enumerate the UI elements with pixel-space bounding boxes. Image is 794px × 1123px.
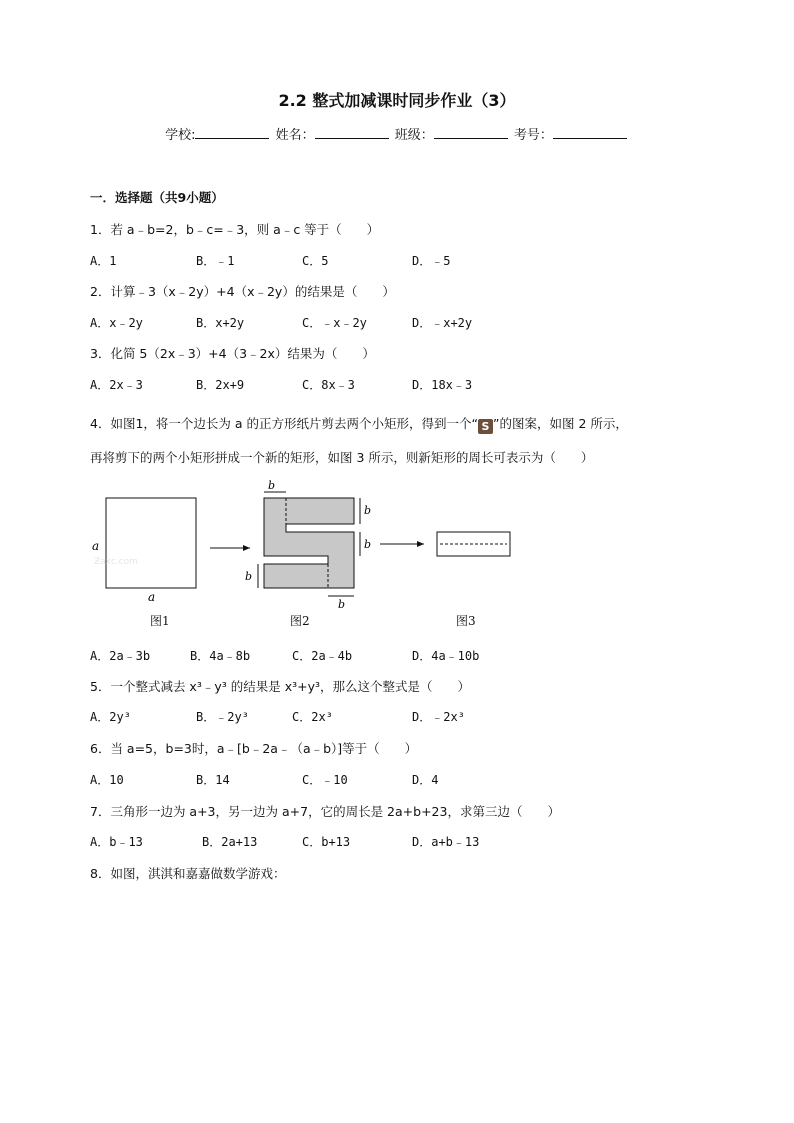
- q5-option-d[interactable]: D．﹣2x³: [412, 710, 465, 724]
- question-2-stem: 2．计算﹣3（x﹣2y）+4（x﹣2y）的结果是（ ）: [90, 284, 395, 299]
- q4-option-d[interactable]: D．4a﹣10b: [412, 649, 480, 663]
- exam-no-label: 考号：: [513, 128, 553, 143]
- school-blank[interactable]: [195, 126, 269, 139]
- q6-option-a[interactable]: A．10: [90, 773, 124, 787]
- q4-option-b[interactable]: B．4a﹣8b: [190, 649, 251, 663]
- q7-option-c[interactable]: C．b+13: [302, 835, 351, 849]
- q6-option-c[interactable]: C．﹣10: [302, 773, 348, 787]
- question-4-stem-part1: 4．如图1，将一个边长为 a 的正方形纸片剪去两个小矩形，得到一个“: [90, 416, 478, 431]
- question-1-stem: 1．若 a﹣b=2，b﹣c=﹣3，则 a﹣c 等于（ ）: [90, 222, 380, 237]
- section-heading: 一．选择题（共9小题）: [90, 190, 224, 205]
- fig1-square: [106, 498, 196, 588]
- question-8-stem: 8．如图，淇淇和嘉嘉做数学游戏：: [90, 866, 286, 881]
- question-5-stem: 5．一个整式减去 x³﹣y³ 的结果是 x³+y³，那么这个整式是（ ）: [90, 679, 470, 694]
- fig3-caption: 图3: [456, 614, 476, 628]
- q6-option-d[interactable]: D．4: [412, 773, 439, 787]
- fig2-b-top: b: [268, 480, 276, 492]
- q7-option-a[interactable]: A．b﹣13: [90, 835, 143, 849]
- q6-option-b[interactable]: B．14: [196, 773, 230, 787]
- watermark: Ƶaxc.com: [94, 557, 138, 567]
- q2-option-c[interactable]: C．﹣x﹣2y: [302, 316, 367, 330]
- question-3-stem: 3．化简 5（2x﹣3）+4（3﹣2x）结果为（ ）: [90, 346, 375, 361]
- question-6-stem: 6．当 a=5，b=3时，a﹣[b﹣2a﹣（a﹣b）]等于（ ）: [90, 741, 418, 756]
- q7-option-b[interactable]: B．2a+13: [202, 835, 258, 849]
- q5-option-c[interactable]: C．2x³: [292, 710, 333, 724]
- fig2-b-left: b: [245, 570, 253, 583]
- q5-option-b[interactable]: B．﹣2y³: [196, 710, 249, 724]
- arrow-2-head: [417, 541, 424, 547]
- arrow-1-head: [243, 545, 250, 551]
- q4-option-a[interactable]: A．2a﹣3b: [90, 649, 151, 663]
- fig1-bottom-label: a: [148, 590, 156, 604]
- student-info-row: [0, 124, 794, 143]
- q2-option-b[interactable]: B．x+2y: [196, 316, 245, 330]
- name-blank[interactable]: [315, 126, 389, 139]
- q4-option-c[interactable]: C．2a﹣4b: [292, 649, 353, 663]
- class-blank[interactable]: [434, 126, 508, 139]
- question-4-stem-part2: ”的图案，如图 2 所示，: [493, 416, 628, 431]
- q3-option-d[interactable]: D．18x﹣3: [412, 378, 473, 392]
- class-label: 班级：: [394, 128, 434, 143]
- s-shape-icon: S: [478, 419, 493, 434]
- q3-option-a[interactable]: A．2x﹣3: [90, 378, 143, 392]
- q2-option-a[interactable]: A．x﹣2y: [90, 316, 143, 330]
- fig2-caption: 图2: [290, 614, 310, 628]
- question-4-figure: [90, 480, 520, 630]
- q1-option-c[interactable]: C．5: [302, 254, 329, 268]
- school-label: 学校:: [165, 128, 196, 143]
- question-4-stem-line2: 再将剪下的两个小矩形拼成一个新的矩形，如图 3 所示，则新矩形的周长可表示为（ ）: [90, 450, 594, 465]
- question-7-stem: 7．三角形一边为 a+3，另一边为 a+7，它的周长是 2a+b+23，求第三边（ ）: [90, 804, 560, 819]
- q3-option-c[interactable]: C．8x﹣3: [302, 378, 355, 392]
- page-title: 2.2 整式加减课时同步作业（3）: [278, 91, 516, 110]
- q5-option-a[interactable]: A．2y³: [90, 710, 131, 724]
- fig1-caption: 图1: [150, 614, 170, 628]
- q1-option-d[interactable]: D．﹣5: [412, 254, 451, 268]
- q1-option-b[interactable]: B．﹣1: [196, 254, 235, 268]
- fig2-b-bottom: b: [338, 598, 346, 611]
- fig2-b-right-2: b: [364, 538, 372, 551]
- name-label: 姓名：: [275, 128, 315, 143]
- fig2-b-right-1: b: [364, 504, 372, 517]
- q1-option-a[interactable]: A．1: [90, 254, 117, 268]
- exam-no-blank[interactable]: [553, 126, 627, 139]
- fig2-s-shape: [264, 498, 354, 588]
- q2-option-d[interactable]: D．﹣x+2y: [412, 316, 473, 330]
- question-4-stem-line1: [90, 414, 628, 434]
- q7-option-d[interactable]: D．a+b﹣13: [412, 835, 480, 849]
- fig1-side-label: a: [92, 539, 100, 553]
- q3-option-b[interactable]: B．2x+9: [196, 378, 245, 392]
